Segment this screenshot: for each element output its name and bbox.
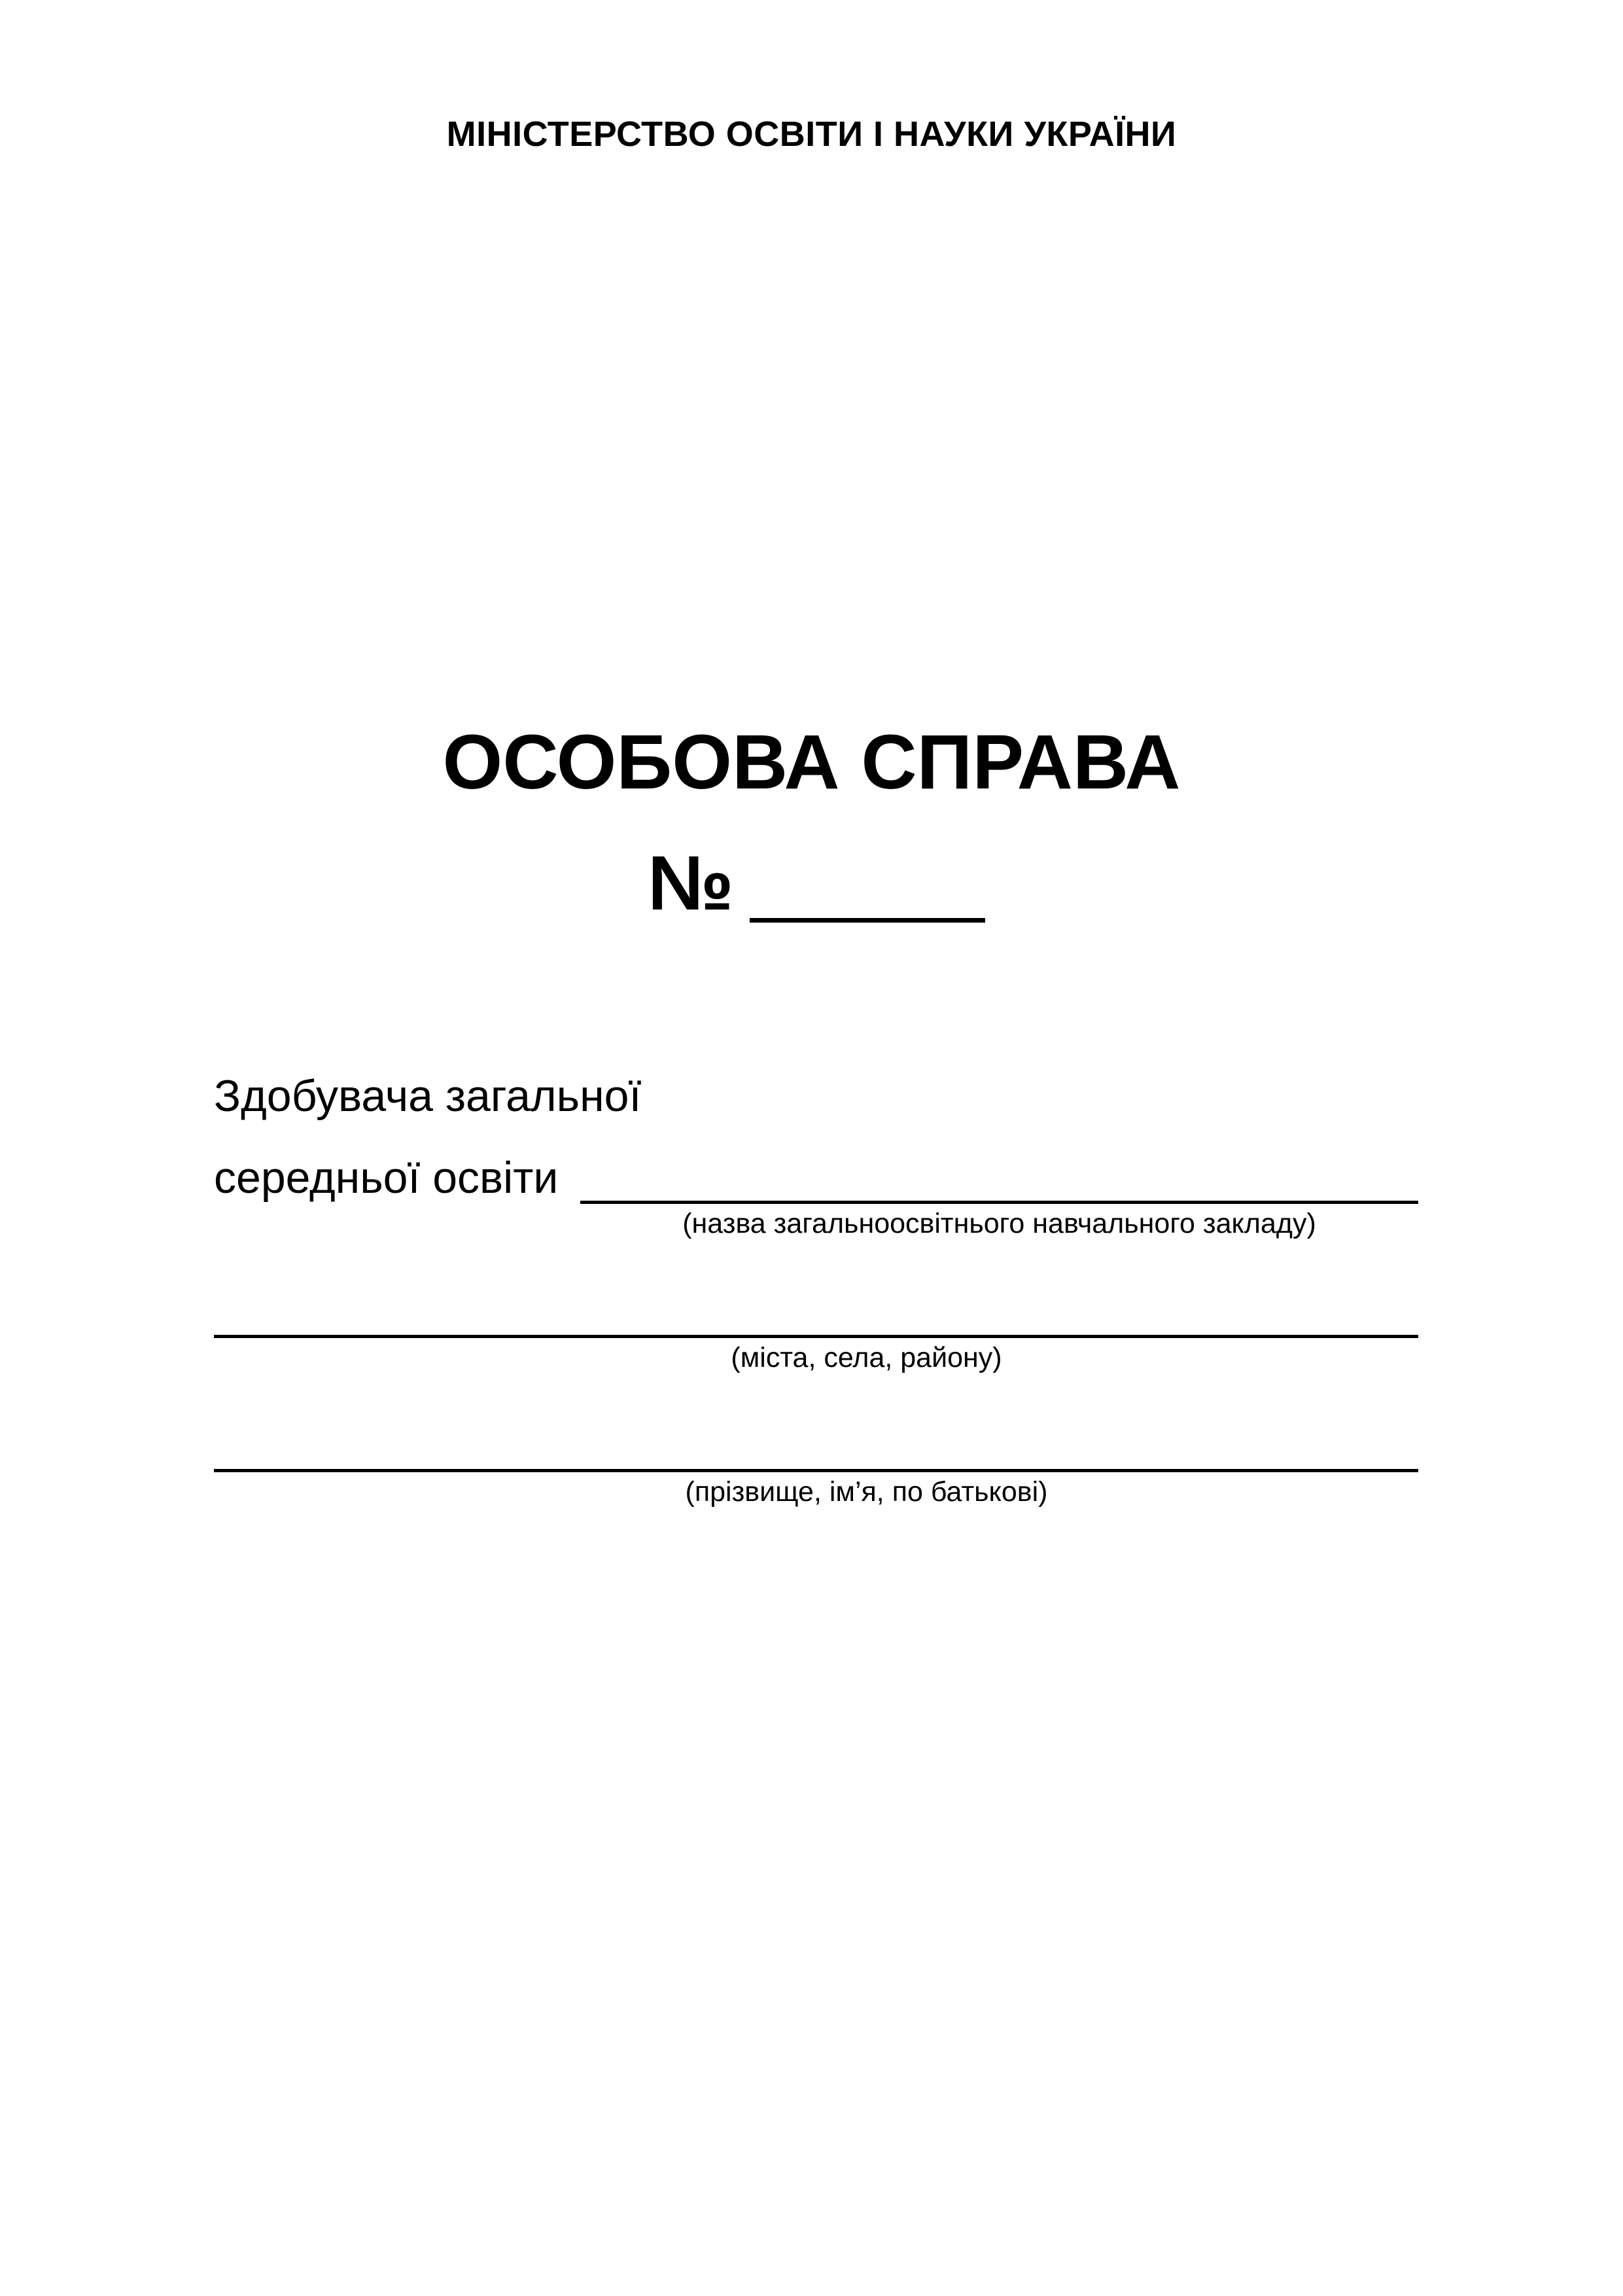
city-field[interactable] [214, 1335, 1418, 1338]
number-sign: № [648, 840, 734, 927]
school-name-field[interactable] [580, 1201, 1418, 1204]
full-name-caption: (прізвище, ім’я, по батькові) [685, 1476, 1048, 1508]
student-label-line2: середньої освіти [214, 1153, 559, 1203]
city-caption: (міста, села, району) [731, 1342, 1002, 1373]
student-label-line1: Здобувача загальної [214, 1071, 642, 1121]
full-name-field[interactable] [214, 1469, 1418, 1472]
school-name-caption: (назва загальноосвітнього навчального закладу) [682, 1208, 1316, 1239]
document-title: ОСОБОВА СПРАВА [442, 719, 1181, 805]
ministry-header: МІНІСТЕРСТВО ОСВІТИ І НАУКИ УКРАЇНИ [446, 115, 1177, 154]
case-number-field[interactable] [750, 918, 985, 923]
